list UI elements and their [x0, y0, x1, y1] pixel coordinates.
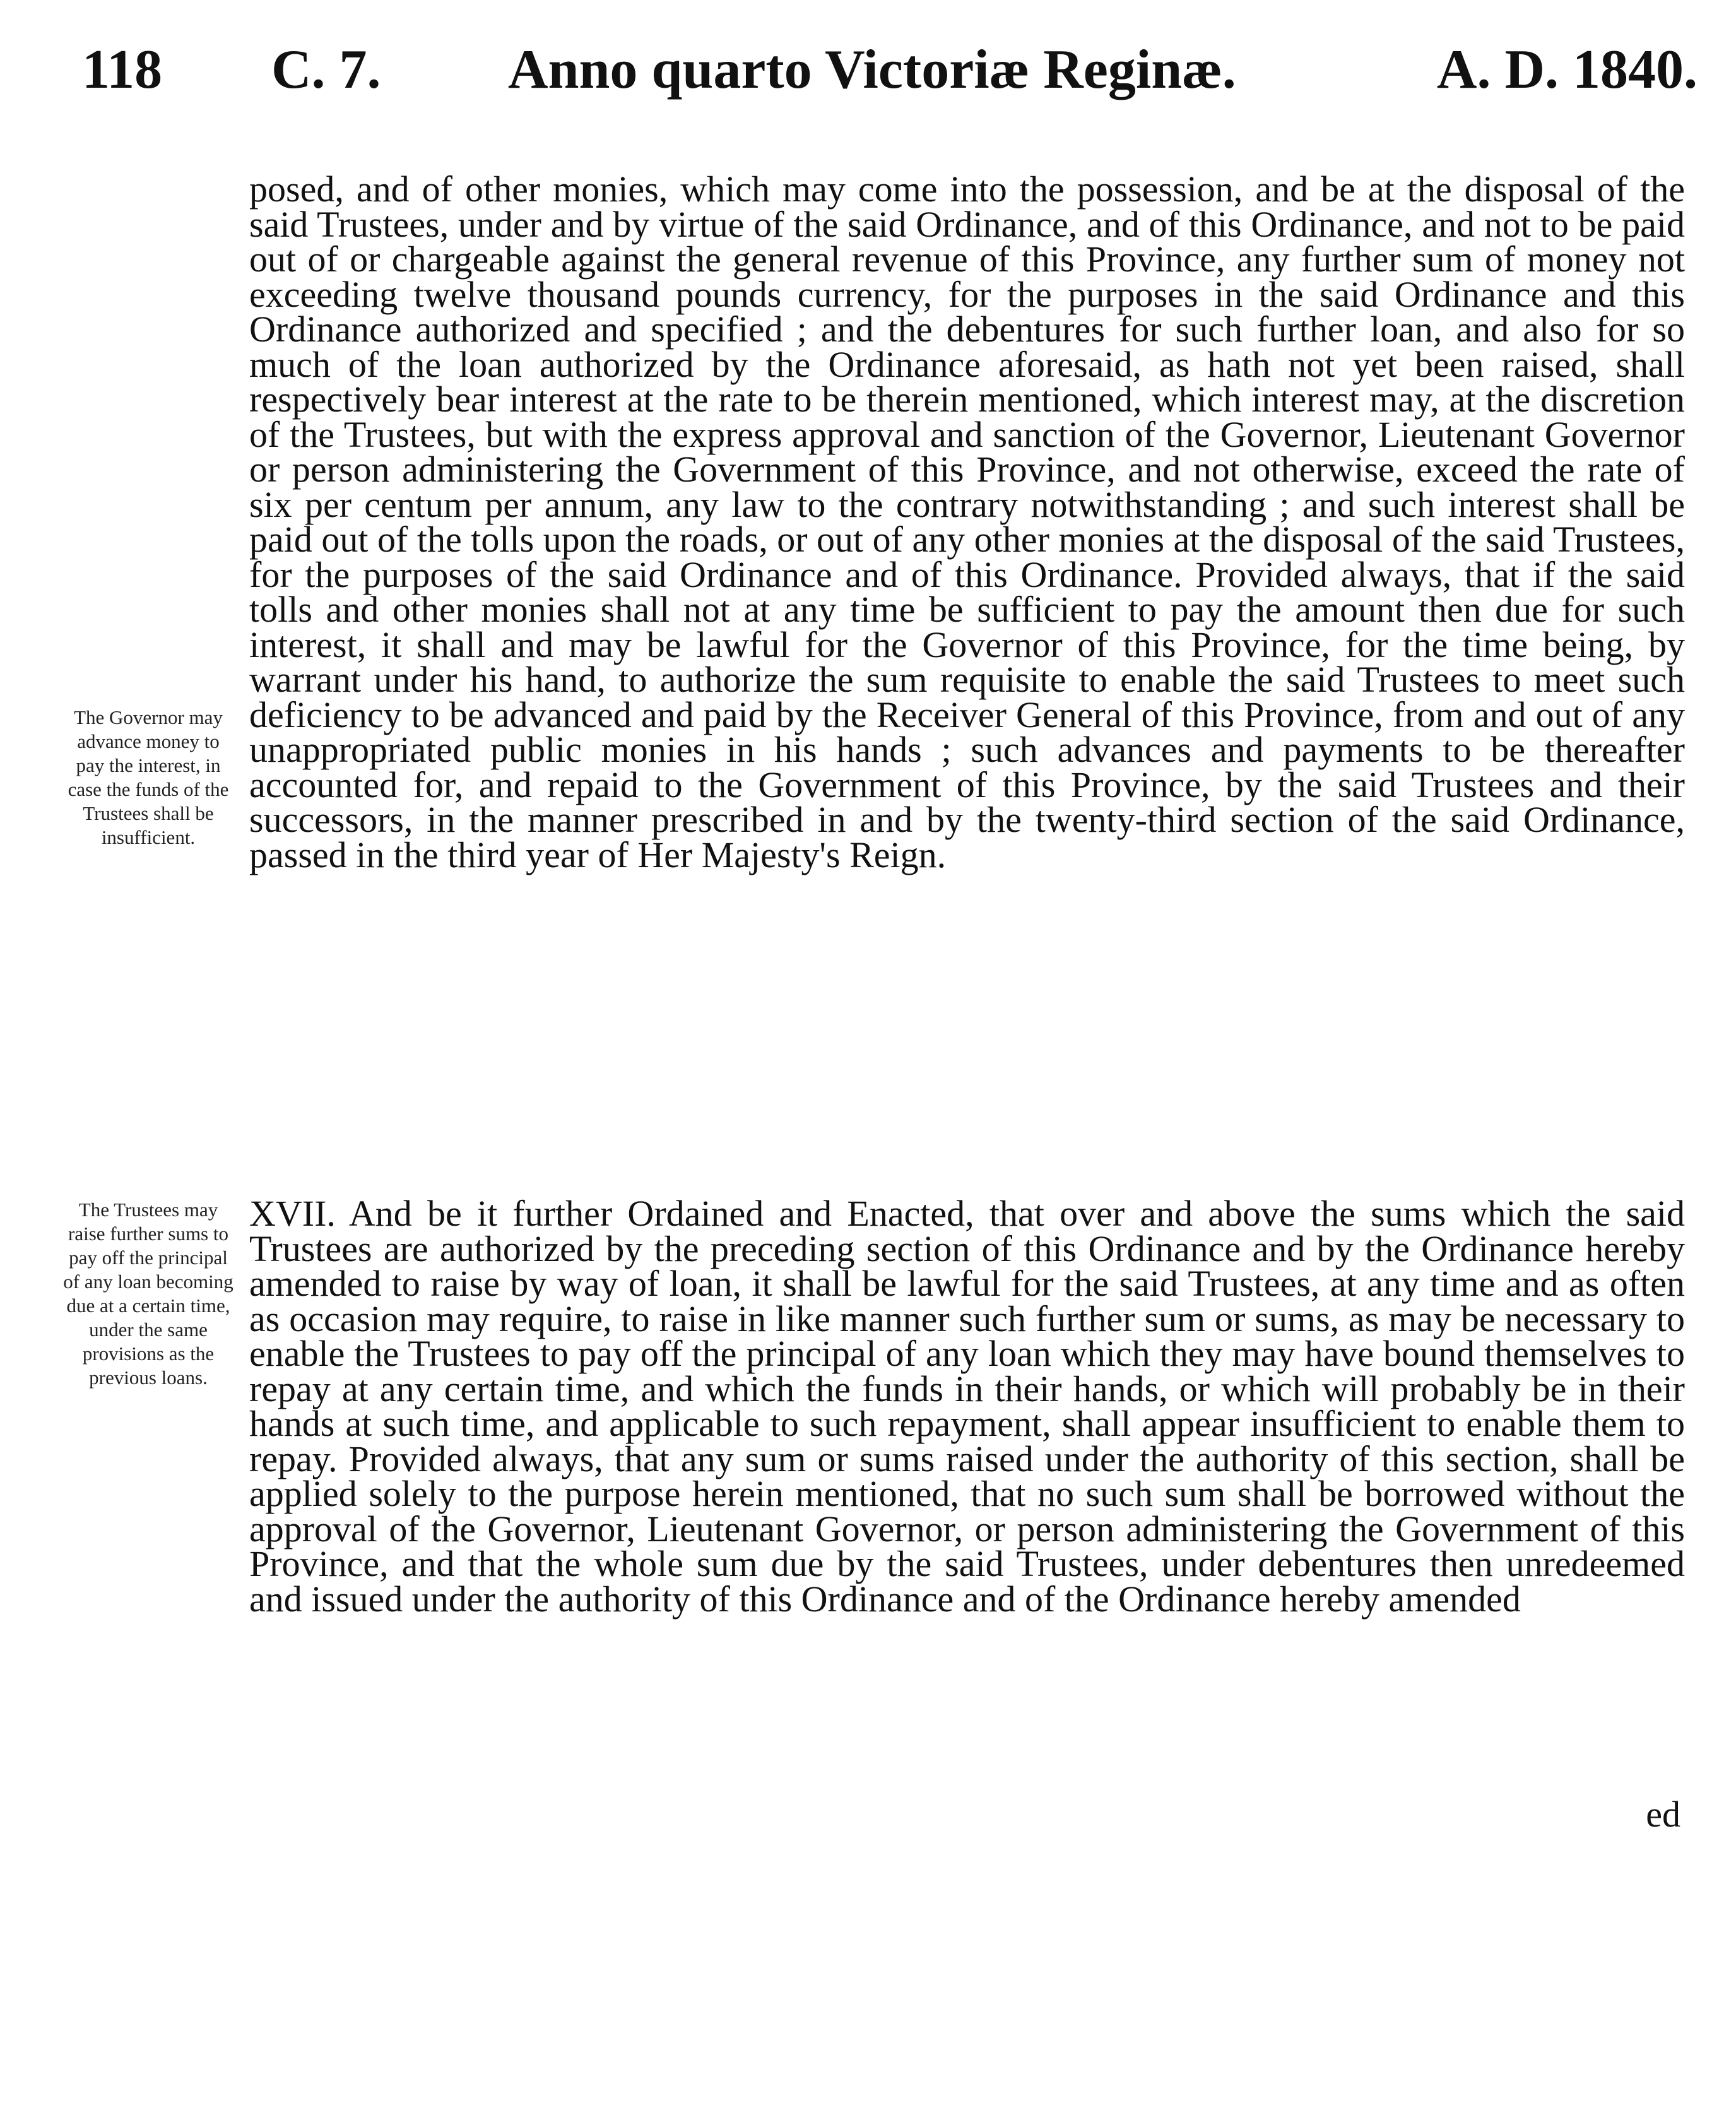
paragraph-continuation: posed, and of other monies, which may come into the possession, and be at the disposal of the said Trustees, under and by virtue of the said Ordinance, and of this Ordinance, and not to be paid out of or chargeable against the general revenue of this Province, any further sum of money not exceeding twelve thousand pounds currency, for the purposes in the said Ordinance and this Ordinance authorized and specified ; and the debentures for such further loan, and also for so much of the loan authorized by the Ordinance aforesaid, as hath not yet been raised, shall respectively bear interest at the rate to be therein mentioned, which interest may, at the discretion of the Trustees, but with the express approval and sanction of the Governor, Lieutenant Governor or person administering the Government of this Province, and not otherwise, exceed the rate of six per centum per annum, any law to the contrary notwithstanding ; and such interest shall be paid out of the tolls upon the roads, or out of any other monies at the disposal of the said Trustees, for the purposes of the said Ordinance and of this Ordinance. Provided always, that if the said tolls and other monies shall not at any time be sufficient to pay the amount then due for such interest, it shall and may be lawful for the Governor of this Province, for the time being, by warrant under his hand, to authorize the sum requisite to enable the said Trustees to meet such deficiency to be advanced and paid by the Receiver General of this Province, from and out of any unappropriated public monies in his hands ; such advances and payments to be thereafter accounted for, and repaid to the Government of this Province, by the said Trustees and their successors, in the manner prescribed in and by the twenty-third section of the said Ordinance, passed in the third year of Her Majesty's Reign. [249, 169, 1685, 875]
margin-note-trustees-raise: The Trustees may raise further sums to pay off the principal of any loan becoming due at a certain time, under the same provisions as the previous loans. [63, 1199, 233, 1389]
catchword: ed [1646, 1794, 1680, 1835]
running-header [82, 38, 1698, 126]
regnal-title: Anno quarto Victoriæ Reginæ. [508, 39, 1236, 100]
chapter-number: C. 7. [271, 39, 381, 100]
year-label: A. D. 1840. [1436, 39, 1698, 100]
page-number: 118 [82, 39, 163, 100]
margin-note-governor-advance: The Governor may advance money to pay the interest, in case the funds of the Trustees shall be insufficient. [68, 706, 229, 848]
paragraph-section-xvii: XVII. And be it further Ordained and Enacted, that over and above the sums which the said Trustees are authorized by the preceding section of this Ordinance and by the Ordinance hereby amended to raise by way of loan, it shall be lawful for the said Trustees, at any time and as often as occasion may require, to raise in like manner such further sum or sums, as may be necessary to enable the Trustees to pay off the principal of any loan which they may have bound themselves to repay at any certain time, and which the funds in their hands, or which will probably be in their hands at such time, and applicable to such repayment, shall appear insufficient to enable them to repay. Provided always, that any sum or sums raised under the authority of this section, shall be applied solely to the purpose herein mentioned, that no such sum shall be borrowed without the approval of the Governor, Lieutenant Governor, or person administering the Government of this Province, and that the whole sum due by the said Trustees, under debentures then unredeemed and issued under the authority of this Ordinance and of the Ordinance hereby amended [249, 1193, 1685, 1620]
